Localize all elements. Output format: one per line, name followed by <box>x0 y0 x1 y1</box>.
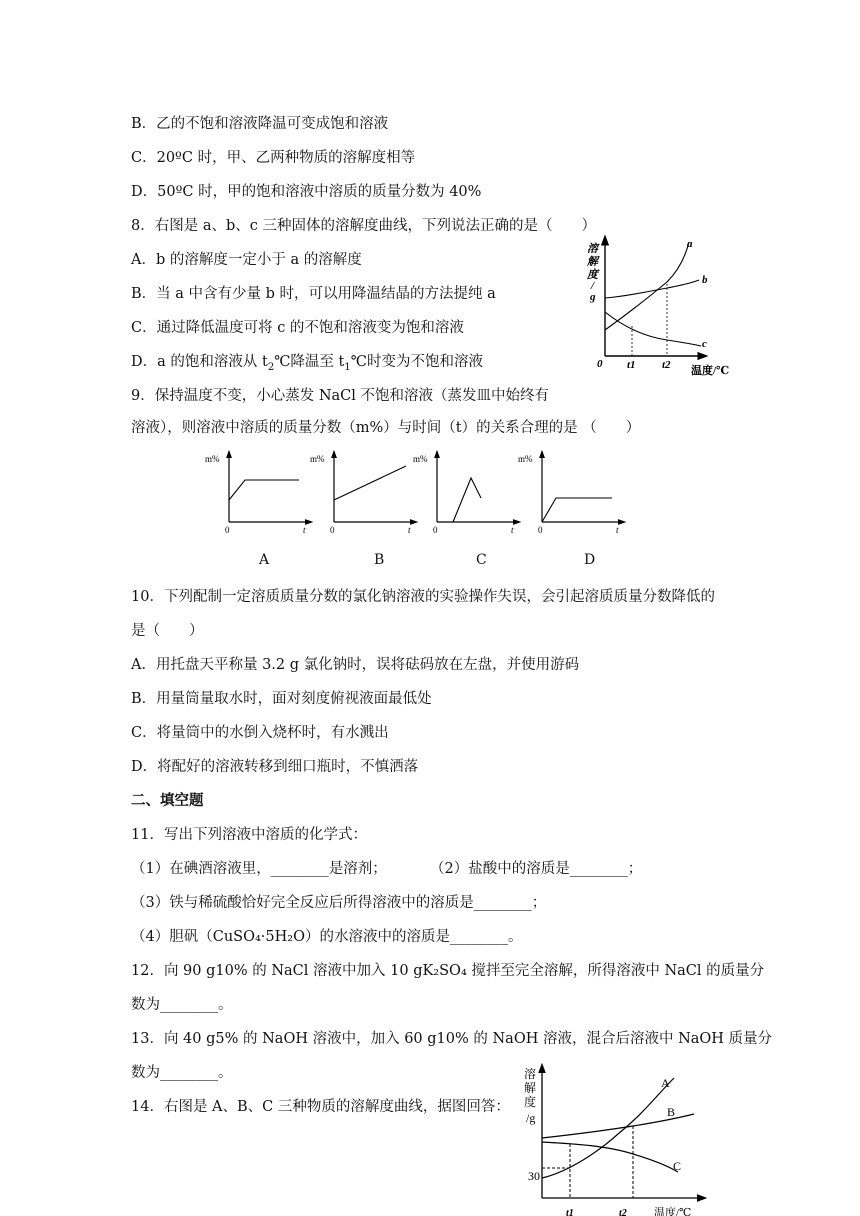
q9a-ylabel: m% <box>205 454 220 464</box>
q9-graph-d <box>518 450 628 538</box>
q13-line2: 数为________。 <box>131 1065 233 1081</box>
fig14-curve-a: A <box>661 1076 670 1090</box>
q14-solubility-figure <box>518 1064 708 1216</box>
q10-option-a: A．用托盘天平称量 3.2 g 氯化钠时，误将砝码放在左盘，并使用游码 <box>131 657 580 673</box>
q11-part4: （4）胆矾（CuSO₄·5H₂O）的水溶液中的溶质是________。 <box>131 929 523 945</box>
q10-option-d: D．将配好的溶液转移到细口瓶时，不慎洒落 <box>131 759 419 775</box>
q9d-ylabel: m% <box>518 454 533 464</box>
q9-option-d-label: D <box>584 552 596 568</box>
fig8-t2: t2 <box>662 359 671 371</box>
q9c-ylabel: m% <box>413 454 428 464</box>
fig14-ylabel-3: 度 <box>524 1095 537 1109</box>
q10-option-b: B．用量筒量取水时，面对刻度俯视液面最低处 <box>131 691 432 707</box>
q10-option-c: C．将量筒中的水倒入烧杯时，有水溅出 <box>131 725 389 741</box>
fig14-xlabel: 温度/℃ <box>654 1207 692 1216</box>
q9-option-b-label: B <box>374 552 385 568</box>
q7-option-b: B．乙的不饱和溶液降温可变成饱和溶液 <box>131 116 389 132</box>
q8-option-b: B．当 a 中含有少量 b 时，可以用降温结晶的方法提纯 a <box>131 286 496 302</box>
q9d-origin: 0 <box>538 525 543 535</box>
fig14-t1: t1 <box>566 1208 574 1216</box>
q12-line2: 数为________。 <box>131 997 233 1013</box>
fig8-ylabel-4: / <box>591 280 595 292</box>
q11-part3: （3）铁与稀硫酸恰好完全反应后所得溶液中的溶质是________； <box>131 895 547 911</box>
fig14-curve-b: B <box>667 1105 676 1119</box>
fig14-y30: 30 <box>528 1169 540 1183</box>
fig8-curve-b: b <box>702 274 708 286</box>
q9-graph-b <box>310 450 420 538</box>
q8-option-d: D．a 的饱和溶液从 $t_2℃$降温至 $t_1℃$时变为不饱和溶液 <box>131 354 483 373</box>
fig14-curve-c: C <box>673 1159 682 1173</box>
fig8-origin: 0 <box>597 358 603 370</box>
q8-option-a: A．b 的溶解度一定小于 a 的溶解度 <box>131 252 362 268</box>
fig8-curve-a: a <box>687 238 693 250</box>
fig14-ylabel-1: 溶 <box>524 1067 537 1081</box>
fig14-ylabel-2: 解 <box>524 1081 537 1095</box>
q12-line1: 12．向 90 g10% 的 NaCl 溶液中加入 10 gK₂SO₄ 搅拌至完全溶解，所得溶液中 NaCl 的质量分 <box>131 963 765 979</box>
fig8-t1: t1 <box>627 359 636 371</box>
q9b-ylabel: m% <box>310 454 325 464</box>
q9-stem-line2: 溶液），则溶液中溶质的质量分数（m%）与时间（t）的关系合理的是 （ ） <box>131 420 641 436</box>
q10-stem-line1: 10．下列配制一定溶质质量分数的氯化钠溶液的实验操作失误，会引起溶质质量分数降低的 <box>131 589 715 605</box>
fig8-ylabel-3: 度 <box>587 269 598 281</box>
q9-option-a-label: A <box>259 552 270 568</box>
q10-stem-line2: 是（ ） <box>131 623 204 639</box>
fig14-ylabel-4: /g <box>526 1111 536 1125</box>
q8-solubility-figure <box>585 232 735 382</box>
q7-option-d: D．50ºC 时，甲的饱和溶液中溶质的质量分数为 40% <box>131 184 482 200</box>
q13-line1: 13．向 40 g5% 的 NaOH 溶液中，加入 60 g10% 的 NaOH 溶液，混合后溶液中 NaOH 质量分 <box>131 1031 773 1047</box>
fig8-ylabel-1: 溶 <box>587 243 598 255</box>
q7-option-c: C．20ºC 时，甲、乙两种物质的溶解度相等 <box>131 150 416 166</box>
q9a-xlabel: t <box>303 525 306 535</box>
fig8-ylabel-2: 解 <box>587 256 598 268</box>
q11-stem: 11．写出下列溶液中溶质的化学式： <box>131 827 367 843</box>
q14-stem: 14．右图是 A、B、C 三种物质的溶解度曲线，据图回答： <box>131 1099 510 1115</box>
q9-stem-line1: 9．保持温度不变，小心蒸发 NaCl 不饱和溶液（蒸发皿中始终有 <box>131 388 550 404</box>
q9b-xlabel: t <box>408 525 411 535</box>
q9b-origin: 0 <box>330 525 335 535</box>
q9d-xlabel: t <box>616 525 619 535</box>
q8-option-c: C．通过降低温度可将 c 的不饱和溶液变为饱和溶液 <box>131 320 464 336</box>
fig8-xlabel: 温度/℃ <box>691 365 730 377</box>
q9c-xlabel: t <box>511 525 514 535</box>
q11-part1: （1）在碘酒溶液里，________是溶剂； <box>131 861 387 877</box>
fig8-ylabel-5: g <box>590 291 596 303</box>
fig8-curve-c: c <box>702 338 707 350</box>
q11-part2: （2）盐酸中的溶质是________； <box>430 861 643 877</box>
q9-graph-c <box>413 450 523 538</box>
q9-option-c-label: C <box>476 552 487 568</box>
q9c-origin: 0 <box>433 525 438 535</box>
section-heading: 二、填空题 <box>131 792 204 809</box>
q9a-origin: 0 <box>225 525 230 535</box>
q9-graph-a <box>205 450 315 538</box>
fig14-t2: t2 <box>619 1208 627 1216</box>
q8-stem: 8．右图是 a、b、c 三种固体的溶解度曲线，下列说法正确的是（ ） <box>131 218 596 234</box>
